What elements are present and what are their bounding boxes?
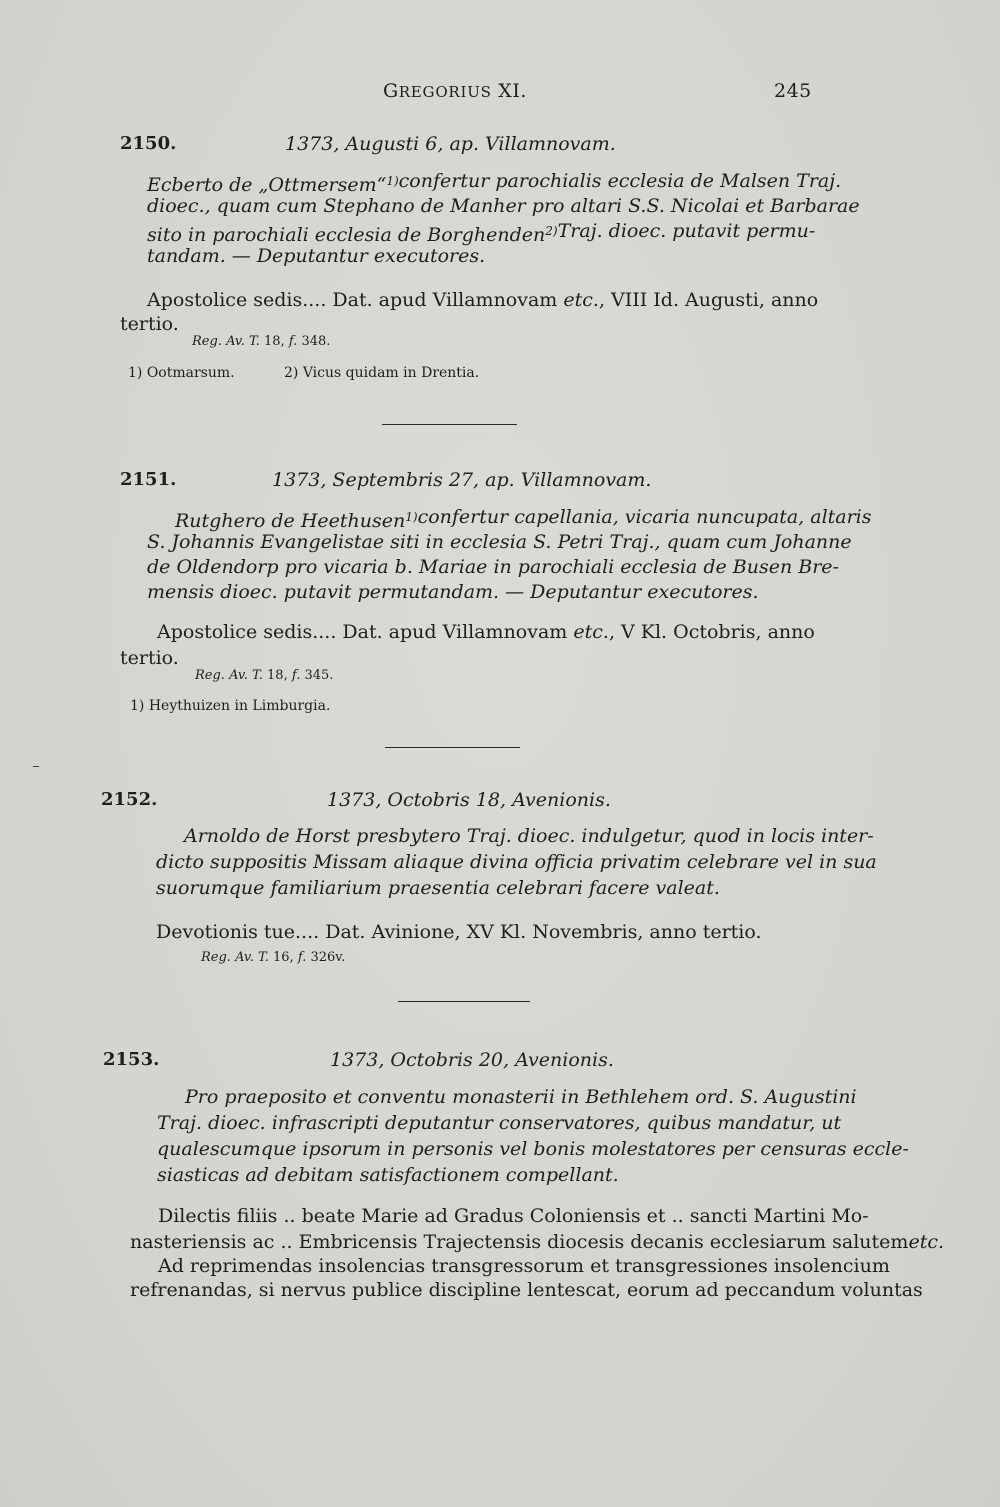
summary-line: dicto suppositis Missam aliaque divina officia privatim celebrare vel in sua [156, 851, 877, 873]
page-number: 245 [774, 80, 812, 102]
text-line: nasteriensis ac .. Embricensis Trajectensis diocesis decanis ecclesiarum salutem etc. [130, 1231, 945, 1253]
entry-date: 1373, Septembris 27, ap. Villamnovam. [272, 469, 652, 491]
running-header-title: GREGORIUS XI. [383, 80, 527, 102]
entry-number: 2151. [120, 469, 177, 490]
section-divider [398, 1001, 530, 1002]
entry-number: 2152. [101, 789, 158, 810]
text-line: Apostolice sedis.... Dat. apud Villamnovam etc. , VIII Id. Augusti, anno [147, 289, 819, 311]
summary-line: Ecberto de „Ottmersem“$^{1)}$ confertur parochialis ecclesia de Malsen Traj. [147, 170, 842, 196]
text-line: refrenandas, si nervus publice discipline lentescat, eorum ad peccandum voluntas [130, 1279, 923, 1301]
summary-line: S. Johannis Evangelistae siti in ecclesia S. Petri Traj., quam cum Johanne [147, 531, 852, 553]
text-line: Apostolice sedis.... Dat. apud Villamnovam etc. , V Kl. Octobris, anno [157, 621, 815, 643]
text-line: tertio. [120, 647, 179, 669]
summary-line: dioec., quam cum Stephano de Manher pro altari S.S. Nicolai et Barbarae [147, 195, 860, 217]
entry-number: 2153. [103, 1049, 160, 1070]
text-line: tertio. [120, 313, 179, 335]
section-divider [385, 747, 520, 748]
entry-date: 1373, Augusti 6, ap. Villamnovam. [285, 133, 616, 155]
text-line: Ad reprimendas insolencias transgressorum et transgressiones insolencium [158, 1255, 890, 1277]
register-reference: Reg. Av. T. 18, f. 345. [195, 668, 334, 683]
text-line: Devotionis tue.... Dat. Avinione, XV Kl. Novembris, anno tertio. [156, 921, 762, 943]
register-reference: Reg. Av. T. 16, f. 326v. [201, 950, 346, 965]
entry-date: 1373, Octobris 18, Avenionis. [327, 789, 611, 811]
register-reference: Reg. Av. T. 18, f. 348. [192, 334, 331, 349]
summary-line: sito in parochiali ecclesia de Borghenden$^{2)}$ Traj. dioec. putavit permu- [147, 220, 816, 246]
text-line: Dilectis filiis .. beate Marie ad Gradus Coloniensis et .. sancti Martini Mo- [158, 1205, 869, 1227]
entry-date: 1373, Octobris 20, Avenionis. [330, 1049, 614, 1071]
summary-line: Pro praeposito et conventu monasterii in Bethlehem ord. S. Augustini [185, 1086, 857, 1108]
summary-line: suorumque familiarium praesentia celebrari facere valeat. [156, 877, 720, 899]
summary-line: Rutghero de Heethusen$^{1)}$ confertur capellania, vicaria nuncupata, altaris [175, 506, 872, 532]
summary-line: qualescumque ipsorum in personis vel bonis molestatores per censuras eccle- [157, 1138, 909, 1160]
section-divider [382, 424, 517, 425]
entry-number: 2150. [120, 133, 177, 154]
footnote: 2) Vicus quidam in Drentia. [284, 365, 480, 381]
summary-line: siasticas ad debitam satisfactionem compellant. [157, 1164, 619, 1186]
summary-line: mensis dioec. putavit permutandam. — Deputantur executores. [147, 581, 759, 603]
summary-line: Arnoldo de Horst presbytero Traj. dioec. indulgetur, quod in locis inter- [184, 825, 874, 847]
summary-line: de Oldendorp pro vicaria b. Mariae in parochiali ecclesia de Busen Bre- [147, 556, 839, 578]
footnote: 1) Heythuizen in Limburgia. [130, 698, 331, 714]
summary-line: Traj. dioec. infrascripti deputantur conservatores, quibus mandatur, ut [157, 1112, 842, 1134]
footnote: 1) Ootmarsum. [128, 365, 235, 381]
summary-line: tandam. — Deputantur executores. [147, 245, 486, 267]
margin-mark [33, 766, 39, 767]
